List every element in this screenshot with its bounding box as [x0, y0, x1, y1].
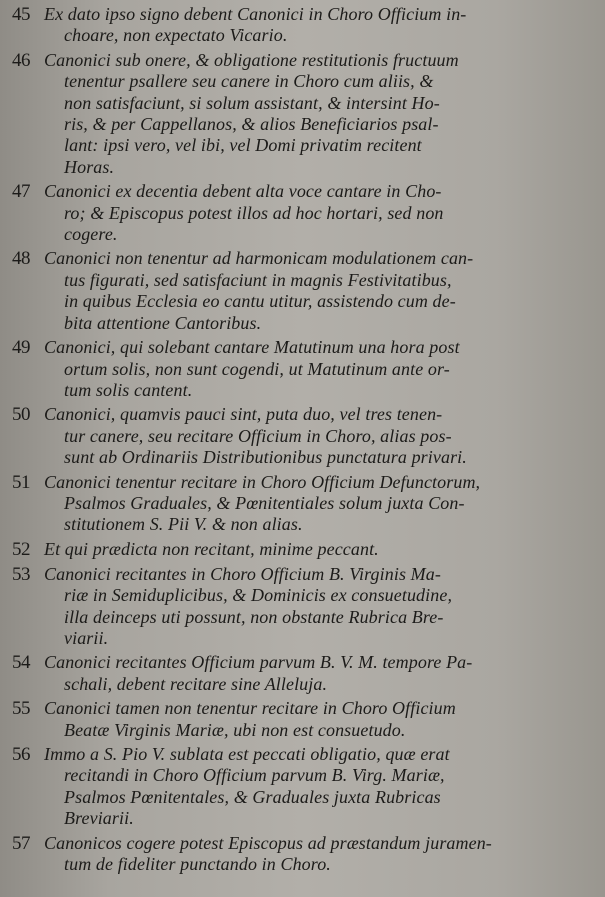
text-line: illa deinceps uti possunt, non obstante Rubrica Bre- — [64, 606, 444, 627]
entry-text — [42, 564, 595, 650]
entry-number: 54 — [12, 652, 30, 674]
entry-number: 51 — [12, 471, 30, 493]
text-line: lant: ipsi vero, vel ibi, vel Domi privatim recitent — [64, 135, 422, 156]
text-line: recitandi in Choro Officium parvum B. Virg. Mariæ, — [64, 765, 445, 786]
text-line: tum solis cantent. — [64, 379, 193, 400]
text-line: Horas. — [64, 156, 115, 177]
text-line: tenentur psallere seu canere in Choro cum aliis, & — [64, 71, 434, 92]
entry-46 — [12, 50, 595, 178]
text-line: sunt ab Ordinariis Distributionibus punctatura privari. — [64, 447, 467, 468]
entry-53 — [12, 564, 595, 650]
text-line: Et qui prædicta non recitant, minime peccant. — [44, 538, 379, 559]
entry-55 — [12, 698, 595, 741]
entry-number: 48 — [12, 248, 30, 270]
entry-number: 55 — [12, 698, 30, 720]
entry-number: 57 — [12, 832, 30, 854]
entry-57 — [12, 833, 595, 876]
entry-text — [42, 744, 595, 830]
text-line: Canonici non tenentur ad harmonicam modulationem can- — [44, 248, 474, 269]
entry-text — [42, 50, 595, 178]
entry-number: 56 — [12, 744, 30, 765]
text-line: Canonici, quamvis pauci sint, puta duo, vel tres tenen- — [44, 404, 443, 425]
text-line: Canonici recitantes in Choro Officium B. Virginis Ma- — [44, 563, 441, 584]
entry-number: 53 — [12, 563, 30, 585]
entry-number: 50 — [12, 404, 30, 426]
entry-48 — [12, 248, 595, 334]
text-line: tur canere, seu recitare Officium in Choro, alias pos- — [64, 425, 452, 446]
entry-text — [42, 539, 595, 560]
text-line: Canonici, qui solebant cantare Matutinum una hora post — [44, 337, 460, 358]
text-line: choare, non expectato Vicario. — [64, 25, 288, 46]
entry-text — [42, 472, 595, 536]
entry-47 — [12, 181, 595, 245]
text-line: Canonici ex decentia debent alta voce cantare in Cho- — [44, 181, 442, 202]
text-line: Immo a S. Pio V. sublata est peccati obligatio, quæ erat — [44, 744, 450, 764]
entry-number: 46 — [12, 49, 30, 71]
text-line: tus figurati, sed satisfaciunt in magnis Festivitatibus, — [64, 269, 452, 290]
text-line: Beatæ Virginis Mariæ, ubi non est consuetudo. — [64, 719, 406, 740]
entry-text — [42, 248, 595, 334]
text-line: bita attentione Cantoribus. — [64, 312, 262, 333]
text-line: riæ in Semiduplicibus, & Dominicis ex consuetudine, — [64, 585, 453, 606]
entry-45 — [12, 4, 595, 47]
text-line: Ex dato ipso signo debent Canonici in Choro Officium in- — [44, 4, 467, 24]
text-line: Canonici recitantes Officium parvum B. V. M. tempore Pa- — [44, 652, 473, 673]
text-line: Psalmos Graduales, & Pœnitentiales solum juxta Con- — [64, 492, 465, 513]
entry-54 — [12, 652, 595, 695]
text-line: Psalmos Pœnitentales, & Graduales juxta Rubricas — [64, 786, 441, 807]
entry-56 — [12, 744, 595, 830]
entry-text — [42, 181, 595, 245]
entry-49 — [12, 337, 595, 401]
entry-text — [42, 652, 595, 695]
entry-text — [42, 404, 595, 468]
entry-number: 52 — [12, 538, 30, 560]
text-line: tum de fideliter punctando in Choro. — [64, 854, 331, 875]
text-line: ris, & per Cappellanos, & alios Beneficiarios psal- — [64, 114, 439, 135]
text-line: Canonici tenentur recitare in Choro Officium Defunctorum, — [44, 471, 481, 492]
entry-50 — [12, 404, 595, 468]
entry-number: 45 — [12, 4, 30, 25]
entry-text — [42, 4, 595, 47]
entry-52 — [12, 539, 595, 561]
text-line: cogere. — [64, 224, 118, 245]
text-line: viarii. — [64, 627, 109, 648]
text-line: schali, debent recitare sine Alleluja. — [64, 673, 328, 694]
entry-number: 47 — [12, 181, 30, 203]
entry-text — [42, 337, 595, 401]
text-line: Canonici tamen non tenentur recitare in Choro Officium — [44, 698, 456, 719]
entry-text — [42, 698, 595, 741]
text-line: Canonicos cogere potest Episcopus ad præstandum juramen- — [44, 832, 492, 853]
text-line: Canonici sub onere, & obligatione restitutionis fructuum — [44, 49, 459, 70]
entry-51 — [12, 472, 595, 536]
text-line: ortum solis, non sunt cogendi, ut Matutinum ante or- — [64, 358, 450, 379]
text-line: Breviarii. — [64, 808, 134, 829]
text-line: in quibus Ecclesia eo cantu utitur, assistendo cum de- — [64, 291, 456, 312]
text-line: stitutionem S. Pii V. & non alias. — [64, 514, 303, 535]
text-line: non satisfaciunt, si solum assistant, & intersint Ho- — [64, 92, 440, 113]
entry-number: 49 — [12, 337, 30, 359]
text-line: ro; & Episcopus potest illos ad hoc hortari, sed non — [64, 202, 444, 223]
entry-text — [42, 833, 595, 876]
